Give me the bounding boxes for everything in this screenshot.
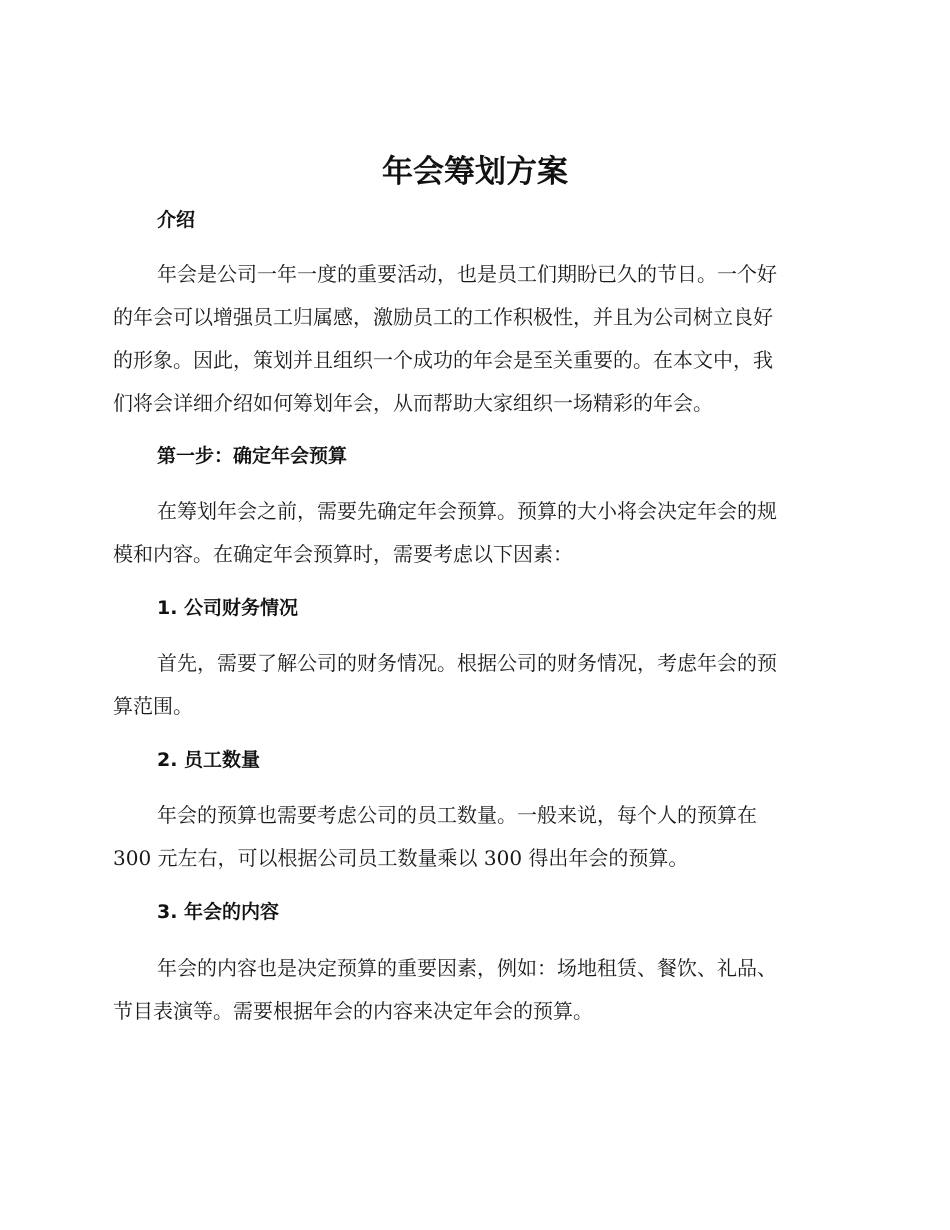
paragraph-line: 们将会详细介绍如何筹划年会，从而帮助大家组织一场精彩的年会。 — [113, 391, 713, 415]
paragraph-line: 年会是公司一年一度的重要活动，也是员工们期盼已久的节日。一个好 — [157, 262, 777, 286]
paragraph-line: 的年会可以增强员工归属感，激励员工的工作积极性，并且为公司树立良好 — [113, 305, 773, 329]
section-heading-intro: 介绍 — [157, 209, 196, 231]
paragraph-line: 在筹划年会之前，需要先确定年会预算。预算的大小将会决定年会的规 — [157, 499, 777, 523]
subsection-heading-finance: 1. 公司财务情况 — [157, 597, 299, 619]
subsection-heading-content: 3. 年会的内容 — [157, 901, 280, 923]
paragraph-line: 年会的预算也需要考虑公司的员工数量。一般来说，每个人的预算在 — [157, 803, 757, 827]
section-heading-step-one: 第一步：确定年会预算 — [157, 445, 348, 467]
subsection-heading-staff-count: 2. 员工数量 — [157, 749, 261, 771]
paragraph-line: 模和内容。在确定年会预算时，需要考虑以下因素： — [113, 542, 573, 566]
document-title: 年会筹划方案 — [382, 154, 568, 190]
paragraph-line: 节目表演等。需要根据年会的内容来决定年会的预算。 — [113, 999, 593, 1023]
paragraph-line: 算范围。 — [113, 694, 193, 718]
paragraph-line: 300 元左右，可以根据公司员工数量乘以 300 得出年会的预算。 — [113, 846, 689, 870]
paragraph-line: 首先，需要了解公司的财务情况。根据公司的财务情况，考虑年会的预 — [157, 651, 777, 675]
paragraph-line: 年会的内容也是决定预算的重要因素，例如：场地租赁、餐饮、礼品、 — [157, 956, 777, 980]
paragraph-line: 的形象。因此，策划并且组织一个成功的年会是至关重要的。在本文中，我 — [113, 348, 773, 372]
